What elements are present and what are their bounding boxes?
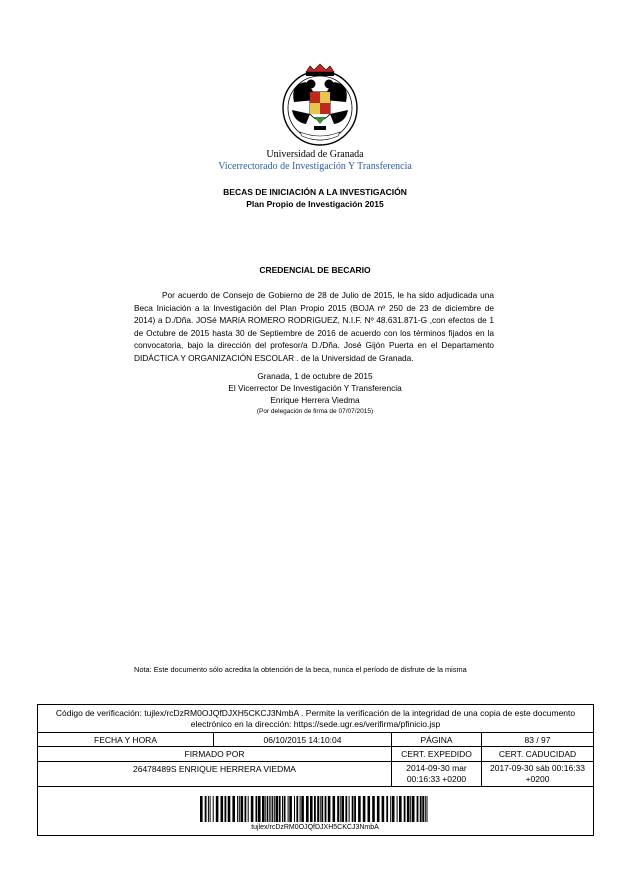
firmante-value: 26478489S ENRIQUE HERRERA VIEDMA — [38, 762, 392, 786]
barcode-bar — [340, 796, 341, 822]
barcode-caption: tujlex/rcDzRM0OJQfDJXH5CKCJ3NmbA — [251, 824, 379, 831]
pagina-label: PÁGINA — [392, 733, 482, 746]
cert-caducidad-label: CERT. CADUCIDAD — [498, 749, 577, 759]
barcode-bar — [320, 796, 321, 822]
credential-body — [134, 289, 494, 365]
barcode-bar — [345, 796, 347, 822]
barcode-bar — [325, 796, 327, 822]
barcode-bar — [267, 796, 268, 822]
barcode-bar — [282, 796, 283, 822]
program-title: BECAS DE INICIACIÓN A LA INVESTIGACIÓN — [223, 187, 407, 197]
barcode-bar — [237, 796, 238, 822]
barcode-bar — [274, 796, 275, 822]
barcode-bar — [284, 796, 286, 822]
barcode-bar — [422, 796, 424, 822]
cert-expedido-label: CERT. EXPEDIDO — [392, 747, 482, 761]
barcode-bar — [276, 796, 279, 822]
cert-caducidad-value: 2017-09-30 sáb 00:16:33 +0200 — [490, 763, 585, 784]
barcode-bar — [321, 796, 323, 822]
barcode-bar — [333, 796, 336, 822]
program-subtitle: Plan Propio de Investigación 2015 — [246, 199, 384, 209]
barcode-bar — [210, 796, 211, 822]
barcode-bar — [241, 796, 244, 822]
barcode-bar — [221, 796, 224, 822]
barcode-bar — [377, 796, 380, 822]
barcode-bar — [270, 796, 271, 822]
barcode-bar — [245, 796, 247, 822]
signature-name: Enrique Herrera Viedma — [270, 395, 360, 405]
barcode-bar — [300, 796, 301, 822]
barcode-bar — [420, 796, 422, 822]
barcode-bar — [216, 796, 219, 822]
vicerrectorado-name: Vicerrectorado de Investigación Y Transferencia — [218, 161, 412, 172]
barcode-bar — [382, 796, 385, 822]
barcode-bar — [239, 796, 240, 822]
barcode-bar — [294, 796, 295, 822]
barcode-bar — [410, 796, 411, 822]
barcode-bar — [272, 796, 273, 822]
date-page-row — [38, 733, 593, 747]
fecha-hora-label: FECHA Y HORA — [38, 733, 214, 746]
barcode-bar — [200, 796, 203, 822]
verification-code-text: Código de verificación: tujlex/rcDzRM0OJQfDJXH5CKCJ3NmbA . Permite la verificación de la integridad de una copia de este documento electrónico en la dirección: https://sede.ugr.es/verifirma/pfinicio.jsp — [55, 708, 576, 729]
barcode-bar — [205, 796, 207, 822]
university-name: Universidad de Granada — [266, 149, 364, 160]
verification-code-row — [38, 705, 593, 733]
barcode-bar — [368, 796, 371, 822]
fecha-hora-value: 06/10/2015 14:10:04 — [214, 733, 392, 746]
barcode-bar — [412, 796, 415, 822]
barcode-bar — [425, 796, 426, 822]
barcode-bar — [341, 796, 344, 822]
cert-expedido-value: 2014-09-30 mar 00:16:33 +0200 — [392, 762, 482, 786]
barcode-bar — [427, 796, 428, 822]
signer-header-row — [38, 747, 593, 762]
barcode-bar — [337, 796, 339, 822]
barcode-bar — [232, 796, 235, 822]
document-note: Nota: Este documento sólo acredita la obtención de la beca, nunca el período de disfrute de la misma — [134, 665, 467, 674]
signature-role: El Vicerrector De Investigación Y Transferencia — [228, 383, 402, 393]
barcode-bar — [404, 796, 406, 822]
barcode-bar — [328, 796, 331, 822]
barcode-bar — [314, 796, 316, 822]
barcode-bar — [289, 796, 292, 822]
barcode-bar — [390, 796, 391, 822]
barcode-bar — [317, 796, 319, 822]
barcode-bar — [372, 796, 375, 822]
barcode-icon — [200, 796, 430, 822]
barcode-bar — [225, 796, 227, 822]
barcode-bar — [306, 796, 309, 822]
firmado-por-label: FIRMADO POR — [38, 747, 392, 761]
barcode-bar — [208, 796, 209, 822]
barcode-bar — [248, 796, 249, 822]
barcode-bar — [407, 796, 410, 822]
credential-paragraph: Por acuerdo de Consejo de Gobierno de 28 de Julio de 2015, le ha sido adjudicada una Beca Iniciación a la Investigación del Plan Propio 2015 (BOJA nº 250 de 23 de diciembre de 2014) a D./Dña. JOSé MARíA ROMERO RODRíGUEZ, N.I.F. Nº 48.631.871-G ,con efectos de 1 de Octubre de 2015 hasta 30 de Septiembre de 2016 de acuerdo con los términos fijados en la convocatoria, bajo la dirección del profesor/a D./Dña. José Gijón Puerta en el Departamento DIDÁCTICA Y ORGANIZACIÓN ESCOLAR . de la Universidad de Granada. — [134, 290, 494, 363]
barcode-bar — [358, 796, 361, 822]
barcode-bar — [386, 796, 388, 822]
barcode-bar — [363, 796, 366, 822]
signer-value-row — [38, 762, 593, 787]
barcode-bar — [279, 796, 281, 822]
barcode-bar — [269, 796, 270, 822]
barcode-bar — [354, 796, 356, 822]
barcode-bar — [352, 796, 354, 822]
barcode-bar — [213, 796, 214, 822]
barcode-bar — [310, 796, 313, 822]
barcode-bar — [296, 796, 298, 822]
barcode-bar — [258, 796, 261, 822]
barcode-bar — [301, 796, 304, 822]
barcode-bar — [399, 796, 402, 822]
barcode-bar — [417, 796, 419, 822]
barcode-bar — [228, 796, 231, 822]
university-crest-icon — [280, 62, 360, 148]
barcode-bar — [392, 796, 395, 822]
credential-title: CREDENCIAL DE BECARIO — [259, 265, 371, 275]
barcode-bar — [262, 796, 265, 822]
barcode-bar — [256, 796, 258, 822]
signature-delegation: (Por delegación de firma de 07/07/2015) — [256, 408, 374, 415]
barcode-bar — [397, 796, 398, 822]
barcode-bar — [349, 796, 350, 822]
barcode-bar — [251, 796, 254, 822]
barcode-bar — [265, 796, 266, 822]
signature-place-date: Granada, 1 de octubre de 2015 — [257, 371, 373, 381]
pagina-value: 83 / 97 — [524, 735, 551, 745]
barcode-bar — [288, 796, 289, 822]
